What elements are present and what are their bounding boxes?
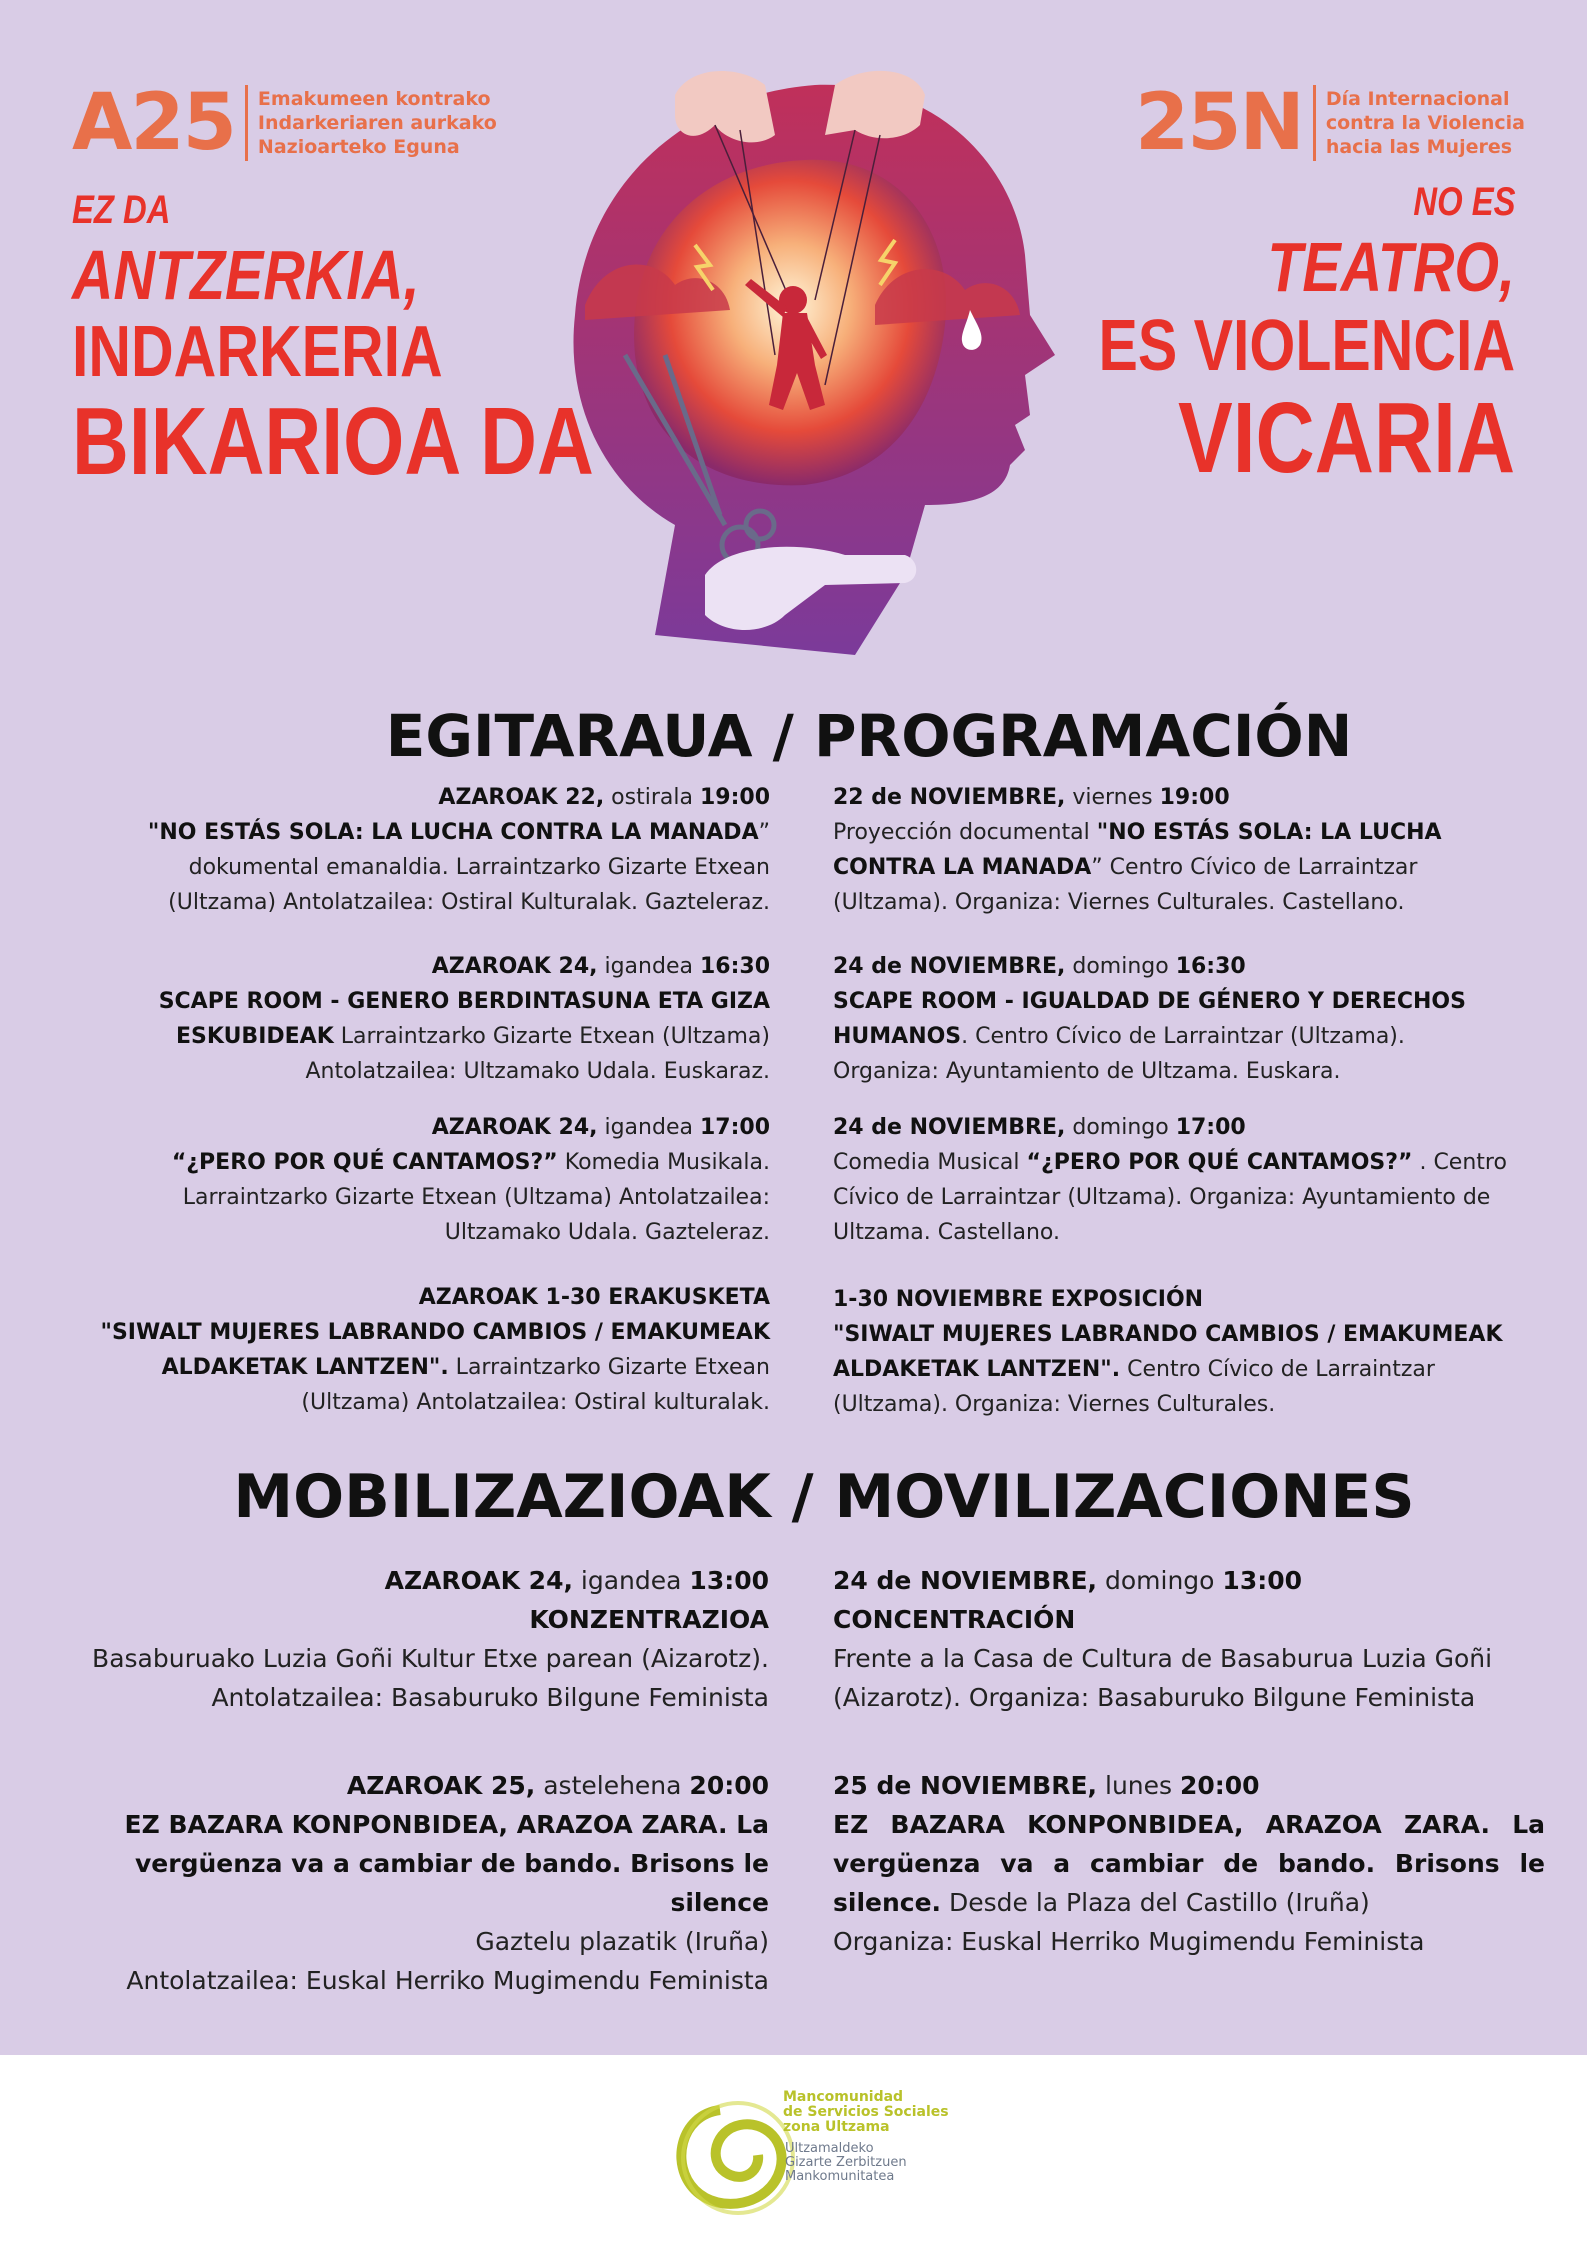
program-event-eu-2	[30, 949, 770, 1089]
event-time: 17:00	[1175, 1115, 1246, 1140]
event-body-line: Larraintzarko Gizarte Etxean	[448, 1355, 770, 1380]
event-title: SCAPE ROOM - GENERO BERDINTASUNA ETA GIZA	[158, 989, 770, 1014]
event-time: 19:00	[699, 785, 770, 810]
logo-line: Mankomunitatea	[785, 2169, 895, 2184]
event-day: igandea	[597, 1115, 700, 1140]
event-title: EZ BAZARA KONPONBIDEA, ARAZOA ZARA. La	[124, 1810, 769, 1839]
event-date: AZAROAK 24,	[431, 954, 598, 979]
logo-line: Ultzamaldeko	[785, 2141, 874, 2156]
event-title: CONCENTRACIÓN	[833, 1605, 1076, 1634]
hand-top-right	[825, 71, 925, 138]
event-title-end: ”	[758, 820, 770, 845]
headline-right-line3: ES VIOLENCIA	[1098, 306, 1515, 386]
event-body-line: ” Centro Cívico de Larraintzar	[1091, 855, 1418, 880]
event-day: domingo	[1097, 1566, 1223, 1595]
event-title: HUMANOS	[833, 1024, 962, 1049]
event-date: AZAROAK 22,	[438, 785, 605, 810]
event-body-line: (Aizarotz). Organiza: Basaburuko Bilgune Feminista	[833, 1683, 1476, 1712]
head-puppet-illustration	[525, 55, 1065, 685]
event-body-line: . Centro	[1412, 1150, 1507, 1175]
event-title: SCAPE ROOM - IGUALDAD DE GÉNERO Y DERECHOS	[833, 989, 1466, 1014]
event-title: ESKUBIDEAK	[176, 1024, 334, 1049]
event-body-line: Komedia Musikala.	[557, 1150, 770, 1175]
event-time: 19:00	[1159, 785, 1230, 810]
event-day: domingo	[1065, 1115, 1176, 1140]
event-body-line: (Ultzama). Organiza: Viernes Culturales.	[833, 1392, 1276, 1417]
mobilization-eu-1	[29, 1561, 769, 1717]
program-event-es-4	[833, 1282, 1543, 1422]
event-date: AZAROAK 24,	[384, 1566, 573, 1595]
program-event-eu-1	[30, 780, 770, 920]
mobilization-es-1	[833, 1561, 1545, 1717]
program-event-eu-3	[30, 1110, 770, 1250]
event-body-line: Antolatzailea: Ultzamako Udala. Euskaraz.	[305, 1059, 770, 1084]
badge-25n	[1135, 78, 1525, 168]
program-event-es-3	[833, 1110, 1543, 1250]
badge-a25-subtitle	[258, 87, 497, 159]
event-day: lunes	[1097, 1771, 1180, 1800]
event-body-line: Ultzama. Castellano.	[833, 1220, 1060, 1245]
logo-line: de Servicios Sociales	[783, 2104, 949, 2120]
event-date: 24 de NOVIEMBRE,	[833, 1566, 1098, 1595]
event-title: "NO ESTÁS SOLA: LA LUCHA	[1096, 820, 1442, 845]
headline-left-line3: INDARKERIA	[72, 312, 443, 392]
subtitle-line: Día Internacional	[1325, 88, 1510, 110]
event-body-line: Ultzamako Udala. Gazteleraz.	[444, 1220, 770, 1245]
event-time: 13:00	[1222, 1566, 1302, 1595]
program-event-es-1	[833, 780, 1543, 920]
program-section-title: EGITARAUA / PROGRAMACIÓN	[385, 702, 1353, 770]
event-date: AZAROAK 1-30 ERAKUSKETA	[418, 1285, 770, 1310]
event-date: 24 de NOVIEMBRE,	[833, 954, 1066, 979]
headline-left-line4: BIKARIOA DA	[72, 388, 594, 495]
event-time: 13:00	[689, 1566, 769, 1595]
event-title: "NO ESTÁS SOLA: LA LUCHA CONTRA LA MANADA	[147, 820, 759, 845]
logo-line: zona Ultzama	[783, 2119, 890, 2135]
event-day: viernes	[1065, 785, 1160, 810]
event-date: 22 de NOVIEMBRE,	[833, 785, 1066, 810]
headline-left-line2: ANTZERKIA,	[72, 236, 420, 314]
event-body-line: Desde la Plaza del Castillo (Iruña)	[941, 1888, 1370, 1917]
program-event-eu-4	[30, 1280, 770, 1420]
event-body-line: Comedia Musical	[833, 1150, 1027, 1175]
event-body-line: Gaztelu plazatik (Iruña)	[475, 1927, 769, 1956]
subtitle-line: Emakumeen kontrako	[257, 88, 491, 110]
logo-line: Mancomunidad	[783, 2089, 904, 2105]
mobilization-es-2	[833, 1766, 1545, 1961]
event-time: 16:30	[1175, 954, 1246, 979]
event-day: astelehena	[535, 1771, 690, 1800]
logo-text-eu	[785, 2142, 907, 2184]
event-body-line: Basaburuako Luzia Goñi Kultur Etxe parean (Aizarotz).	[92, 1644, 769, 1673]
event-body-line: Larraintzarko Gizarte Etxean (Ultzama)	[333, 1024, 770, 1049]
program-event-es-2	[833, 949, 1543, 1089]
event-time: 16:30	[699, 954, 770, 979]
logo-line: Gizarte Zerbitzuen	[785, 2155, 907, 2170]
event-body-line: Centro Cívico de Larraintzar	[1120, 1357, 1435, 1382]
event-title: silence.	[833, 1888, 942, 1917]
event-body-line: (Ultzama). Organiza: Viernes Culturales. Castellano.	[833, 890, 1405, 915]
headline-right-line2: TEATRO,	[1267, 228, 1515, 306]
logo-text-es	[783, 2090, 949, 2135]
event-body-line: (Ultzama) Antolatzailea: Ostiral Kulturalak. Gazteleraz.	[168, 890, 770, 915]
event-time: 20:00	[1179, 1771, 1260, 1800]
event-title: EZ BAZARA KONPONBIDEA, ARAZOA ZARA. La	[833, 1810, 1545, 1839]
event-date: AZAROAK 24,	[431, 1115, 598, 1140]
subtitle-line: Indarkeriaren aurkako	[257, 112, 497, 134]
mobilizations-section-title: MOBILIZAZIOAK / MOVILIZACIONES	[233, 1462, 1415, 1532]
event-body-line: Proyección documental	[833, 820, 1097, 845]
event-body-line: Organiza: Ayuntamiento de Ultzama. Euskara.	[833, 1059, 1341, 1084]
event-day: ostirala	[604, 785, 700, 810]
headline-right-line1: NO ES	[1412, 180, 1515, 224]
event-body-line: Larraintzarko Gizarte Etxean (Ultzama) Antolatzailea:	[182, 1185, 770, 1210]
event-title: "SIWALT MUJERES LABRANDO CAMBIOS / EMAKUMEAK	[100, 1320, 770, 1345]
subtitle-line: hacia las Mujeres	[1325, 136, 1513, 158]
event-day: igandea	[597, 954, 700, 979]
event-date: 1-30 NOVIEMBRE EXPOSICIÓN	[833, 1287, 1204, 1312]
event-body-line: Antolatzailea: Euskal Herriko Mugimendu Feminista	[126, 1966, 769, 1995]
event-body-line: (Ultzama) Antolatzailea: Ostiral kulturalak.	[301, 1390, 770, 1415]
event-date: AZAROAK 25,	[346, 1771, 536, 1800]
event-title: vergüenza va a cambiar de bando. Brisons le	[833, 1849, 1545, 1878]
event-time: 20:00	[689, 1771, 769, 1800]
event-title: ALDAKETAK LANTZEN".	[833, 1357, 1121, 1382]
badge-25n-label: 25N	[1135, 78, 1303, 168]
badge-a25-label: A25	[72, 78, 235, 168]
event-title: ALDAKETAK LANTZEN".	[161, 1355, 449, 1380]
badge-divider	[245, 85, 248, 161]
event-body-line: . Centro Cívico de Larraintzar (Ultzama).	[961, 1024, 1405, 1049]
event-time: 17:00	[699, 1115, 770, 1140]
event-body-line: Organiza: Euskal Herriko Mugimendu Feminista	[833, 1927, 1425, 1956]
event-date: 24 de NOVIEMBRE,	[833, 1115, 1066, 1140]
event-title: KONZENTRAZIOA	[529, 1605, 769, 1634]
event-day: domingo	[1065, 954, 1176, 979]
badge-divider	[1313, 85, 1316, 161]
event-title: vergüenza va a cambiar de bando. Brisons le silence	[134, 1849, 769, 1917]
subtitle-line: contra la Violencia	[1325, 112, 1525, 134]
event-title: “¿PERO POR QUÉ CANTAMOS?”	[171, 1150, 558, 1175]
event-title: “¿PERO POR QUÉ CANTAMOS?”	[1026, 1150, 1413, 1175]
event-body-line: Antolatzailea: Basaburuko Bilgune Feminista	[211, 1683, 769, 1712]
badge-a25	[72, 78, 497, 168]
badge-25n-subtitle	[1326, 87, 1525, 159]
mobilization-eu-2	[29, 1766, 769, 2000]
event-body-line: Cívico de Larraintzar (Ultzama). Organiza: Ayuntamiento de	[833, 1185, 1491, 1210]
subtitle-line: Nazioarteko Eguna	[257, 136, 460, 158]
event-date: 25 de NOVIEMBRE,	[833, 1771, 1098, 1800]
event-title: "SIWALT MUJERES LABRANDO CAMBIOS / EMAKUMEAK	[833, 1322, 1503, 1347]
event-body-line: dokumental emanaldia. Larraintzarko Gizarte Etxean	[188, 855, 770, 880]
event-title: CONTRA LA MANADA	[833, 855, 1092, 880]
event-day: igandea	[572, 1566, 690, 1595]
event-body-line: Frente a la Casa de Cultura de Basaburua Luzia Goñi	[833, 1644, 1493, 1673]
hand-top-left	[675, 71, 775, 142]
headline-left-line1: EZ DA	[72, 188, 171, 232]
headline-right-line4: VICARIA	[1177, 382, 1515, 494]
